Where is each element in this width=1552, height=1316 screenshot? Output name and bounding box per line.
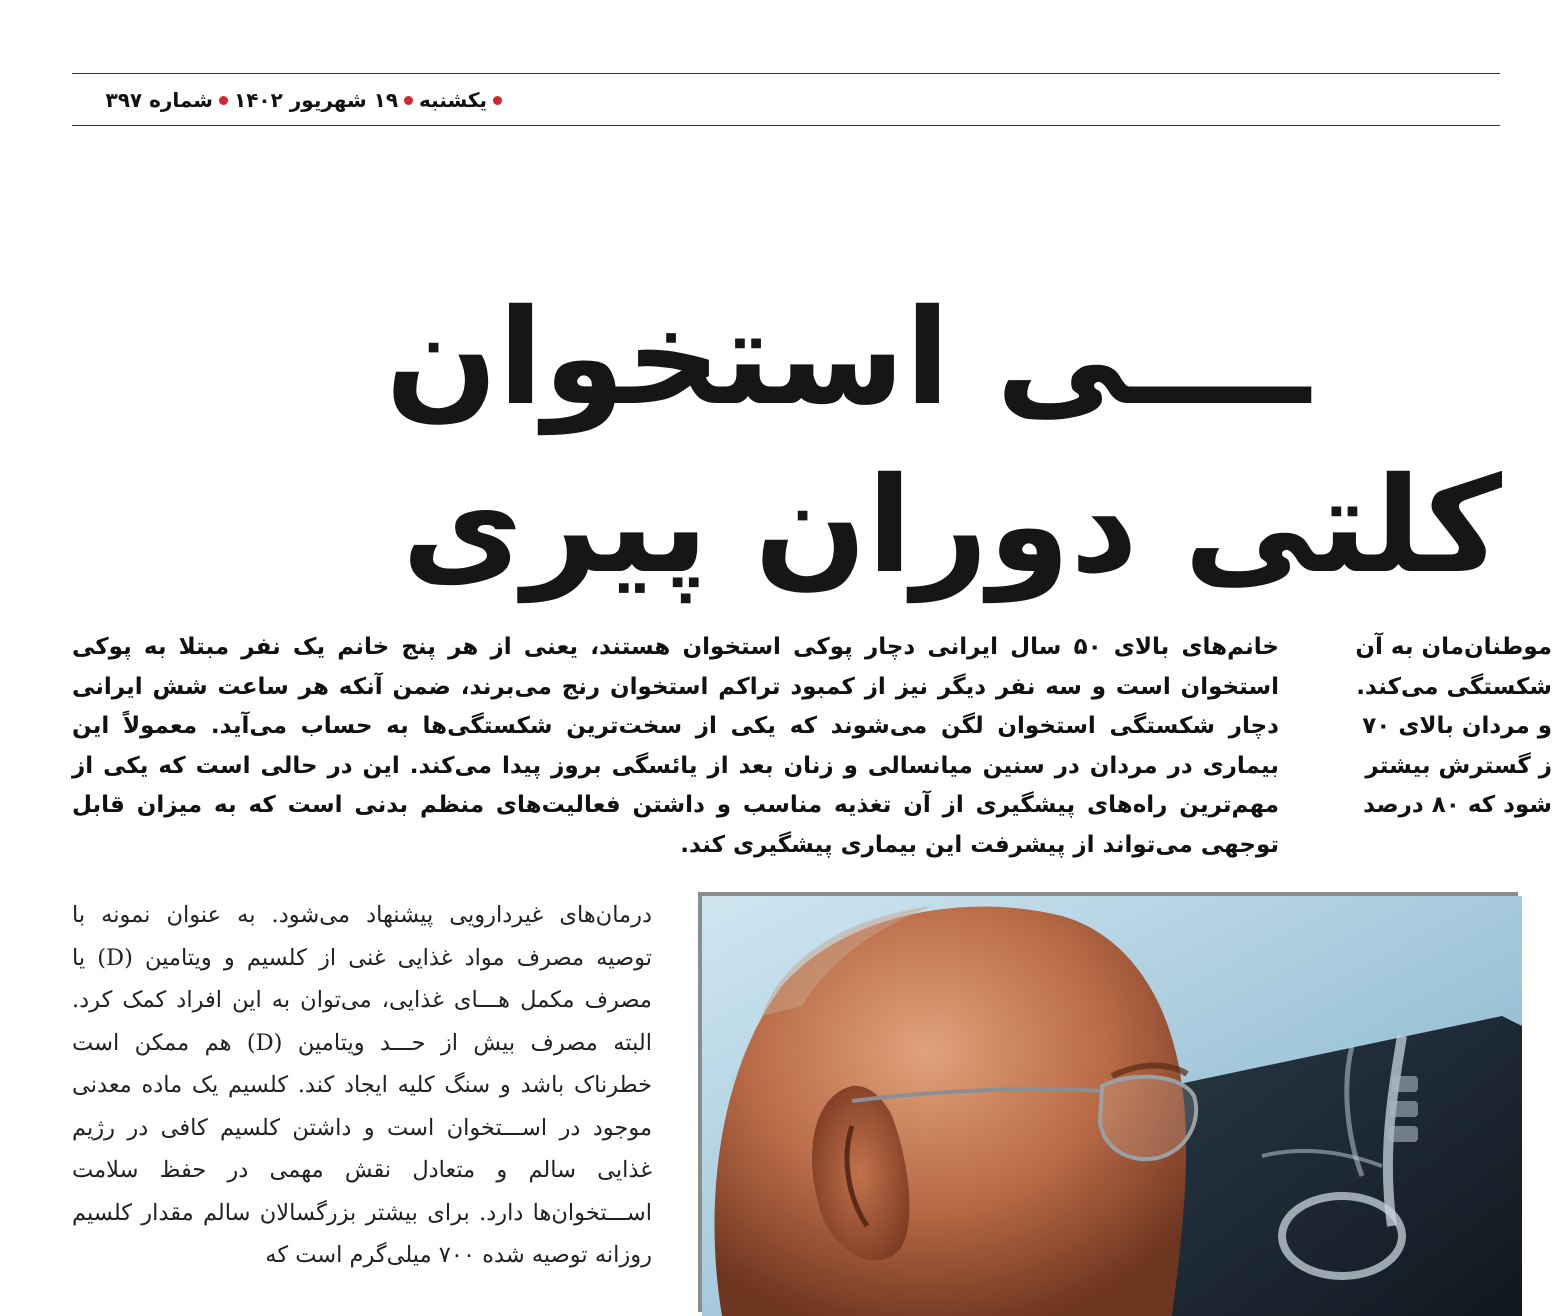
top-rule — [72, 73, 1500, 74]
bullet-dot-icon — [404, 96, 413, 105]
lead-fragment-line: موطنان‌مان به آن — [1355, 634, 1552, 660]
bullet-dot-icon — [219, 96, 228, 105]
lead-column-fragment — [1322, 628, 1552, 826]
lead-fragment-line: شکستگی می‌کند. — [1356, 673, 1552, 700]
lead-fragment-line: شود که ۸۰ درصد — [1363, 792, 1552, 818]
man-examining-xray-photo — [702, 896, 1522, 1316]
masthead — [72, 84, 502, 116]
masthead-date: ۱۹ شهریور ۱۴۰۲ — [233, 88, 399, 112]
masthead-bottom-rule — [72, 125, 1500, 126]
body-column: درمان‌های غیردارویی پیشنهاد می‌شود. به عنوان نمونه با توصیه مصرف مواد غذایی غنی از کلسیم و ویتامین (D) یا مصرف مکمل هـــای غذایی، می‌توان به این افراد کمک کرد. البته مصرف بیش از حـــد ویتامین (D) هم ممکن است خطرناک باشد و سنگ کلیه ایجاد کند. کلسیم یک ماده معدنی موجود در اســـتخوان است و داشتن کلسیم کافی در رژیم غذایی سالم و متعادل نقش مهمی در حفظ سلامت اســـتخوان‌ها دارد. برای بیشتر بزرگسالان سالم مقدار کلسیم روزانه توصیه شده ۷۰۰ میلی‌گرم است که — [72, 902, 652, 1268]
headline-line-2: کلتی دوران پیری — [401, 449, 1502, 603]
lead-fragment-line: و مردان بالای ۷۰ — [1362, 713, 1552, 739]
headline-line-1: ــــی استخوان — [385, 281, 1310, 435]
masthead-issue: شماره ۳۹۷ — [105, 88, 213, 112]
masthead-day: یکشنبه — [419, 88, 487, 112]
article-photo — [698, 892, 1518, 1312]
lead-paragraph: خانم‌های بالای ۵۰ سال ایرانی دچار پوکی استخوان هستند، یعنی از هر پنج خانم یک نفر مبتلا به پوکی استخوان است و سه نفر دیگر نیز از کمبود تراکم استخوان رنج می‌برند، ضمن آنکه هر ساعت شش ایرانی دچار شکستگی استخوان لگن می‌شوند که یکی از سخت‌ترین شکستگی‌ها به حساب می‌آید. معمولاً این بیماری در مردان در سنین میانسالی و زنان بعد از یائسگی بروز پیدا می‌کند. این در حالی است که یکی از مهم‌ترین راه‌های پیشگیری از آن تغذیه مناسب و داشتن فعالیت‌های منظم بدنی است که به میزان قابل توجهی می‌تواند از پیشرفت این بیماری پیشگیری کند. — [72, 634, 1279, 858]
bullet-dot-icon — [493, 96, 502, 105]
lead-fragment-line: ز گسترش بیشتر — [1365, 752, 1552, 779]
